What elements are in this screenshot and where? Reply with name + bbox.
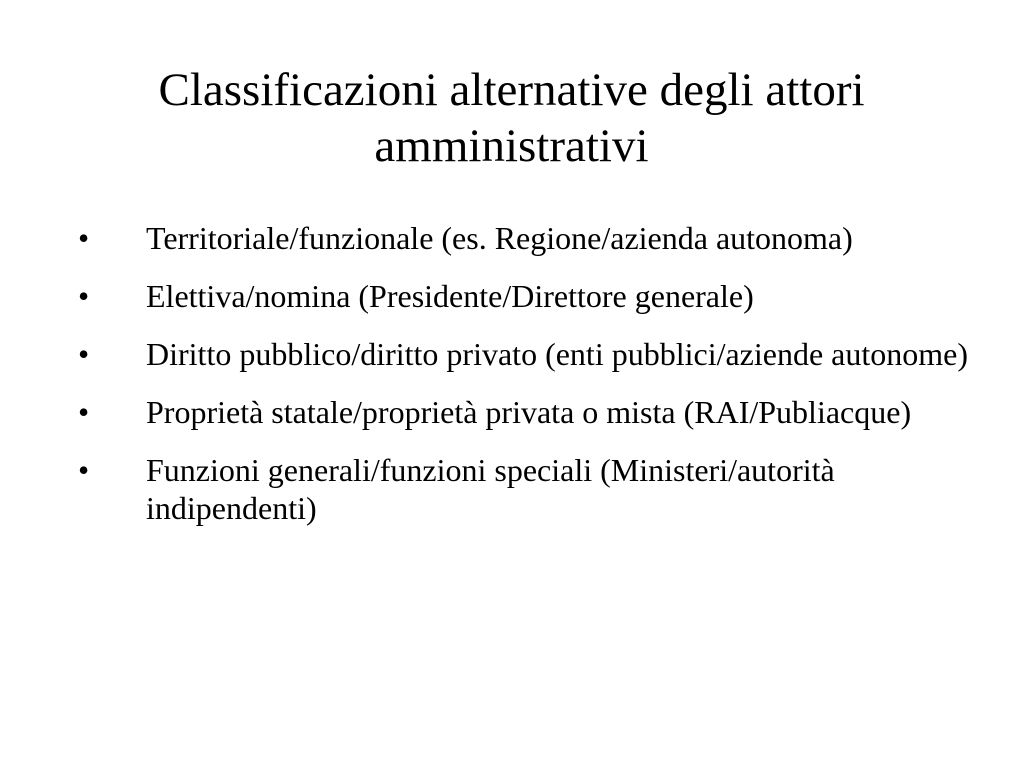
bullet-icon: • [78,452,90,488]
list-item-text: Diritto pubblico/diritto privato (enti pubblici/aziende autonome) [146,336,969,372]
list-item-text: Elettiva/nomina (Presidente/Direttore generale) [146,278,754,314]
list-item [78,335,978,373]
bullet-icon: • [78,336,90,372]
list-item [78,451,978,527]
bullet-icon: • [78,278,90,314]
bullet-list [78,219,978,547]
list-item [78,393,978,431]
list-item [78,219,978,257]
list-item-text: Proprietà statale/proprietà privata o mista (RAI/Publiacque) [146,394,912,430]
slide-title: Classificazioni alternative degli attori amministrativi [158,64,865,172]
bullet-icon: • [78,394,90,430]
list-item-text: Territoriale/funzionale (es. Regione/azienda autonoma) [146,220,853,256]
list-item-text: Funzioni generali/funzioni speciali (Ministeri/autorità indipendenti) [146,452,835,526]
bullet-icon: • [78,220,90,256]
list-item [78,277,978,315]
